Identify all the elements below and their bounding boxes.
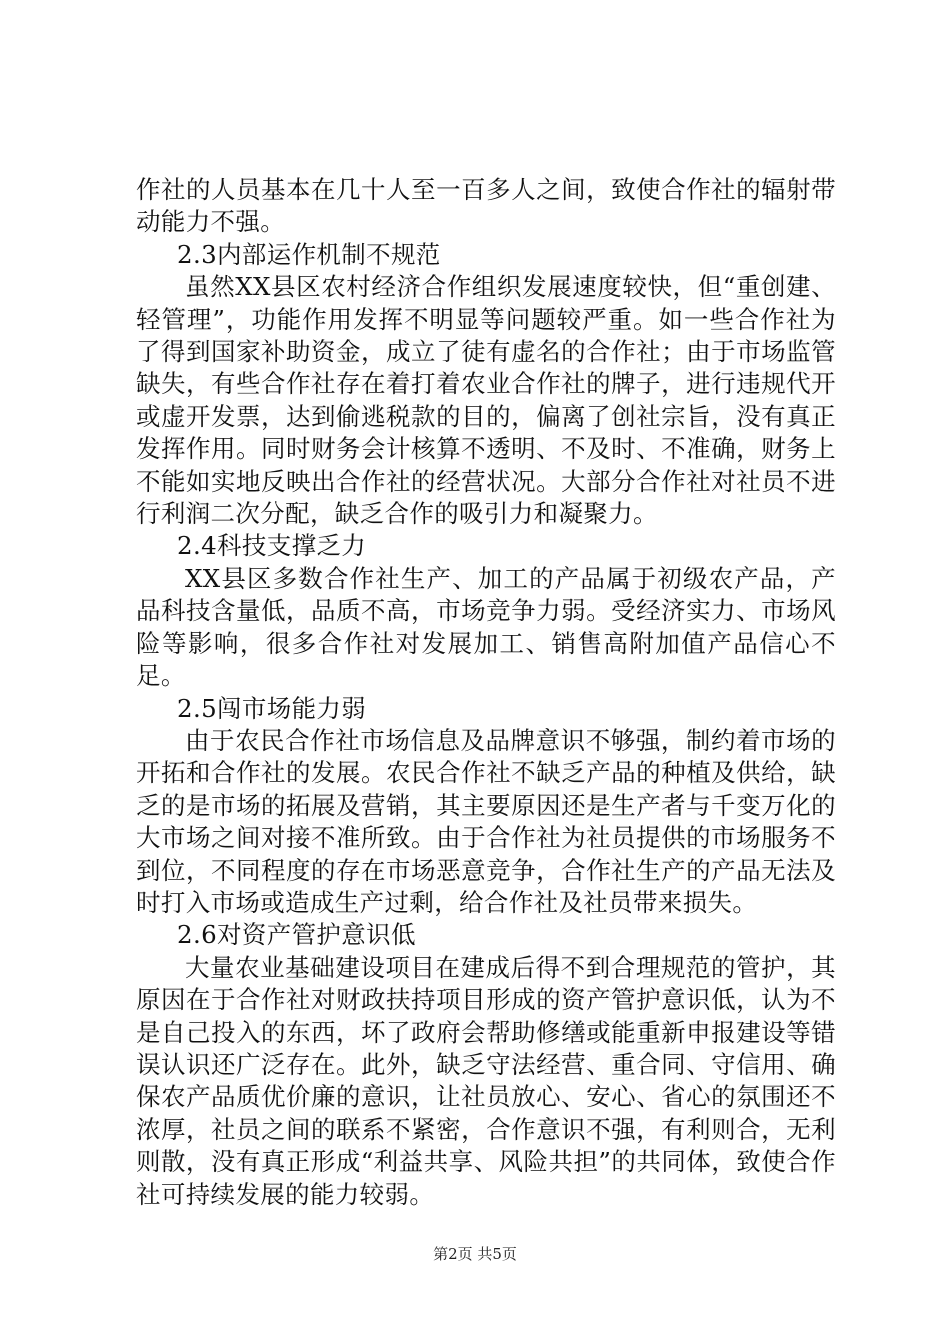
section-heading-2-3: 2.3内部运作机制不规范: [177, 239, 441, 269]
paragraph-operation-mechanism: 虽然XX县区农村经济合作组织发展速度较快，但“重创建、轻管理”，功能作用发挥不明显等问题较严重。如一些合作社为了得到国家补助资金，成立了徒有虚名的合作社；由于市场监管缺失，有些合作社存在着打着农业合作社的牌子，进行违规代开或虚开发票，达到偷逃税款的目的，偏离了创社宗旨，没有真正发挥作用。同时财务会计核算不透明、不及时、不准确，财务上不能如实地反映出合作社的经营状况。大部分合作社对社员不进行利润二次分配，缺乏合作的吸引力和凝聚力。: [136, 272, 836, 529]
document-body: [136, 174, 836, 1211]
paragraph-market-ability: 由于农民合作社市场信息及品牌意识不够强，制约着市场的开拓和合作社的发展。农民合作社不缺乏产品的种植及供给，缺乏的是市场的拓展及营销，其主要原因还是生产者与千变万化的大市场之间对接不准所致。由于合作社为社员提供的市场服务不到位，不同程度的存在市场恶意竞争，合作社生产的产品无法及时打入市场或造成生产过剩，给合作社及社员带来损失。: [136, 725, 836, 917]
paragraph-tech-support: XX县区多数合作社生产、加工的产品属于初级农产品，产品科技含量低，品质不高，市场竞争力弱。受经济实力、市场风险等影响，很多合作社对发展加工、销售高附加值产品信心不足。: [136, 563, 836, 691]
section-heading-2-5: 2.5闯市场能力弱: [177, 693, 367, 723]
section-heading-2-6: 2.6对资产管护意识低: [177, 920, 416, 950]
paragraph-continuation: 作社的人员基本在几十人至一百多人之间，致使合作社的辐射带动能力不强。: [136, 175, 836, 237]
section-heading-2-4: 2.4科技支撑乏力: [177, 531, 367, 561]
page-number-footer: 第2页 共5页: [433, 1245, 517, 1263]
paragraph-asset-management: 大量农业基础建设项目在建成后得不到合理规范的管护，其原因在于合作社对财政扶持项目形成的资产管护意识低，认为不是自己投入的东西，坏了政府会帮助修缮或能重新申报建设等错误认识还广泛存在。此外，缺乏守法经营、重合同、守信用、确保农产品质优价廉的意识，让社员放心、安心、省心的氛围还不浓厚，社员之间的联系不紧密，合作意识不强，有利则合，无利则散，没有真正形成“利益共享、风险共担”的共同体，致使合作社可持续发展的能力较弱。: [136, 952, 836, 1209]
